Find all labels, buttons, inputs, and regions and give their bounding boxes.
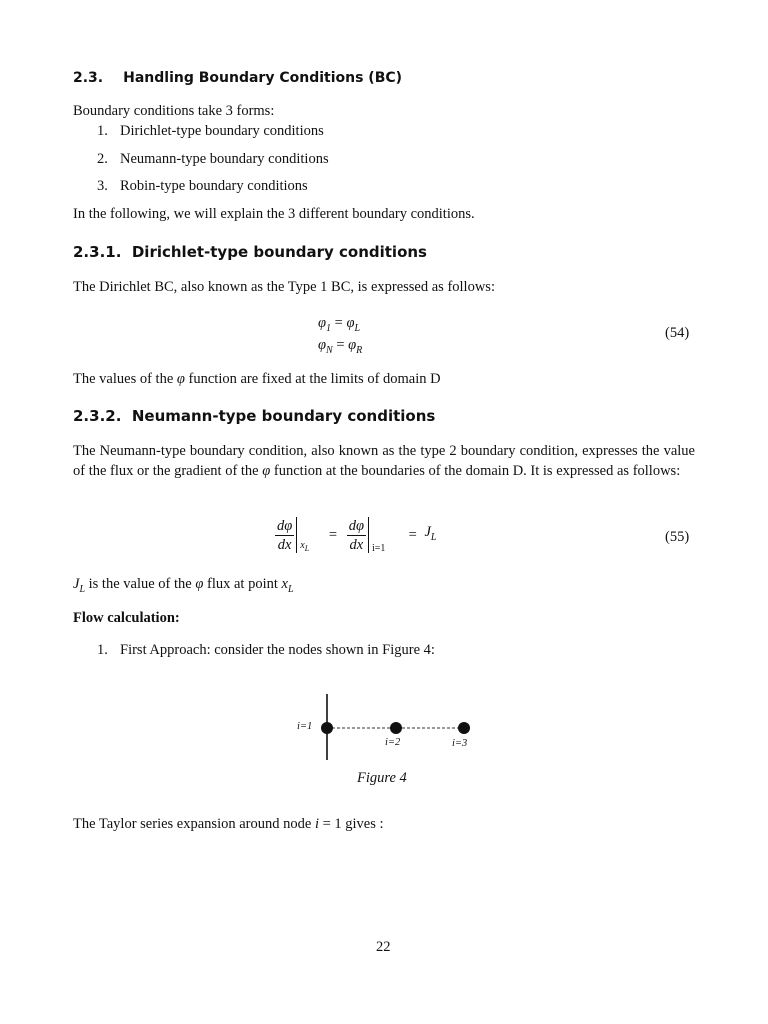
node-1 (321, 722, 333, 734)
list-item (97, 176, 308, 196)
neumann-description: The Neumann-type boundary condition, also known as the type 2 boundary condition, expresses the value of the flux or the gradient of the φ function at the boundaries of the domain D. It is expressed as follows: (73, 443, 695, 479)
section-number: 2.3. (73, 70, 104, 86)
list-item (97, 640, 435, 660)
dirichlet-heading: 2.3.1. Dirichlet-type boundary conditions (73, 243, 427, 261)
intro-text: Boundary conditions take 3 forms: (73, 103, 275, 119)
list-number: 1. (97, 123, 108, 139)
list-number: 2. (97, 151, 108, 167)
figure-4-diagram (290, 690, 480, 765)
list-item (97, 121, 324, 141)
list-number: 3. (97, 178, 108, 194)
equation-number: (54) (665, 325, 690, 341)
section-title: Handling Boundary Conditions (BC) (123, 70, 403, 86)
section-heading (73, 68, 402, 88)
node-label-3: i=3 (452, 738, 468, 749)
equation-54-line2: $\varphi_N = \varphi_R$ (318, 337, 363, 356)
node-label-2: i=2 (385, 737, 401, 748)
list-text: First Approach: consider the nodes shown in Figure 4: (120, 642, 435, 658)
figure-caption: Figure 4 (357, 770, 407, 786)
list-text: Robin-type boundary conditions (120, 178, 308, 194)
equation-54-line1: $\varphi_1 = \varphi_L$ (318, 315, 361, 334)
list-item (97, 149, 329, 169)
list-text: Neumann-type boundary conditions (120, 151, 329, 167)
taylor-text: The Taylor series expansion around node i = 1 gives : (73, 816, 384, 832)
list-number: 1. (97, 642, 108, 658)
following-text: In the following, we will explain the 3 different boundary conditions. (73, 206, 475, 222)
equation-number: (55) (665, 529, 690, 545)
flow-title: Flow calculation: (73, 610, 180, 626)
list-text: Dirichlet-type boundary conditions (120, 123, 324, 139)
equation-55: $\frac{d\varphi}{dx}$ $x_L$ = $\frac{d\varphi}{dx}$ i=1 = $J_L$ (277, 517, 437, 554)
dirichlet-after-text: The values of the φ function are fixed at the limits of domain D (73, 371, 441, 387)
node-3 (458, 722, 470, 734)
neumann-after-text: $J_L$ is the value of the φ flux at point $x_L$ (73, 576, 294, 595)
page-number: 22 (376, 939, 391, 955)
dirichlet-description: The Dirichlet BC, also known as the Type 1 BC, is expressed as follows: (73, 279, 495, 295)
node-label-1: i=1 (297, 721, 313, 732)
node-2 (390, 722, 402, 734)
neumann-heading: 2.3.2. Neumann-type boundary conditions (73, 407, 436, 425)
